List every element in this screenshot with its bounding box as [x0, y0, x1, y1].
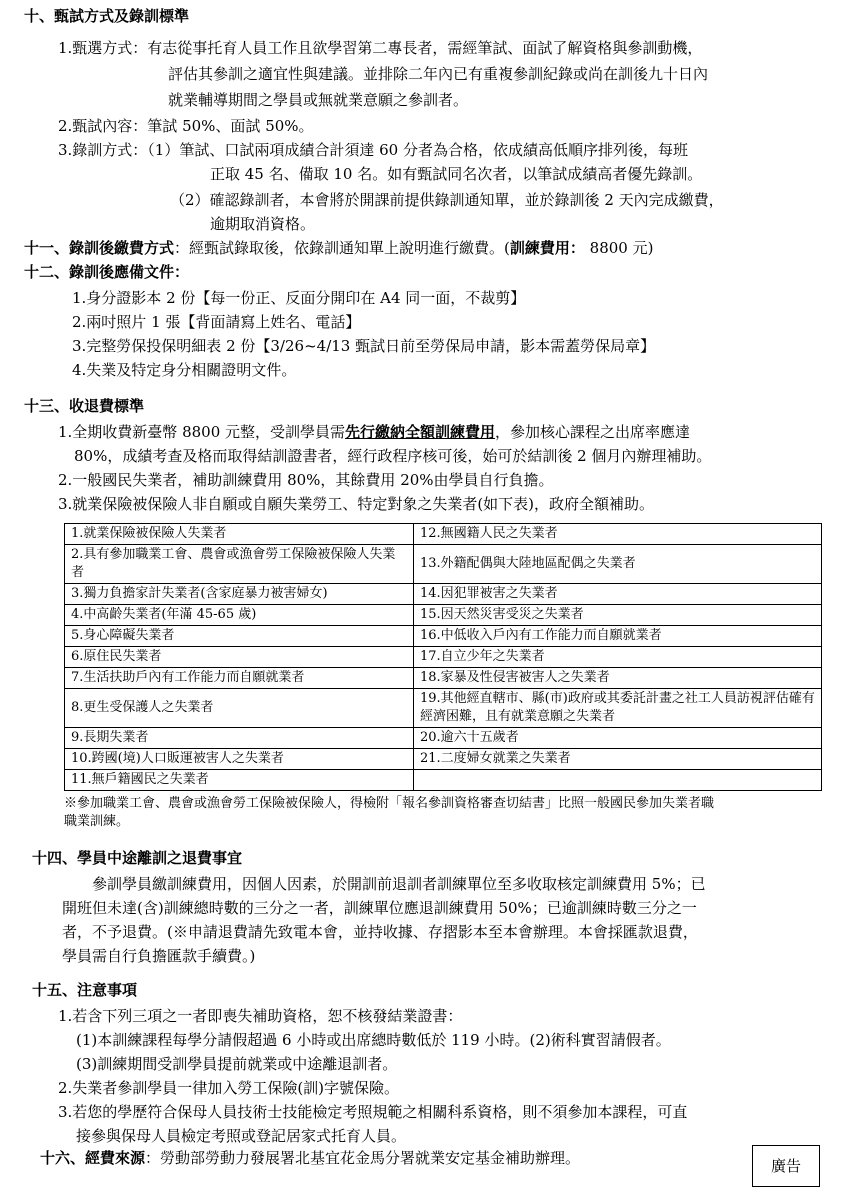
section-11-fee-label: 訓練費用： [509, 239, 585, 257]
section-12-item-3: 3.完整勞保投保明細表 2 份【3/26~4/13 甄試日前至勞保局申請，影本需蓋勞保局章】 [72, 337, 656, 355]
section-15-item-3-cont: 接參與保母人員檢定考照或登記居家式托育人員。 [76, 1127, 407, 1145]
table-cell: 15.因天然災害受災之失業者 [414, 605, 822, 626]
section-12-title: 十二、錄訓後應備文件： [24, 263, 190, 281]
section-16-text: ：勞動部勞動力發展署北基宜花金馬分署就業安定基金補助辦理。 [145, 1149, 581, 1167]
section-15-item-1-a: (1)本訓練課程每學分請假超過 6 小時或出席總時數低於 119 小時。(2)術科實習請假者。 [76, 1031, 671, 1049]
table-cell: 17.自立少年之失業者 [414, 647, 822, 668]
section-11-title: 十一、錄訓後繳費方式 [24, 239, 175, 257]
section-10-item-3-sub2-cont: 逾期取消資格。 [210, 215, 316, 233]
table-cell: 21.二度婦女就業之失業者 [414, 749, 822, 770]
table-row [65, 668, 822, 689]
table-note: ※參加職業工會、農會或漁會勞工保險被保險人，得檢附「報名參訓資格審查切結書」比照一般國民參加失業者職 [64, 796, 715, 811]
section-13-item-1-pre: 1.全期收費新臺幣 8800 元整，受訓學員需 [58, 423, 346, 441]
section-15-item-1: 1.若含下列三項之一者即喪失補助資格，恕不核發結業證書： [58, 1007, 463, 1025]
section-16 [40, 1146, 580, 1170]
section-14-para-4: 學員需自行負擔匯款手續費。) [62, 947, 256, 965]
section-15-item-2: 2.失業者參訓學員一律加入勞工保險(訓)字號保險。 [58, 1079, 400, 1097]
table-cell: 10.跨國(境)人口販運被害人之失業者 [65, 749, 414, 770]
table-row [65, 626, 822, 647]
section-15-item-3: 3.若您的學歷符合保母人員技術士技能檢定考照規範之相關科系資格，則不須參加本課程，可直 [58, 1103, 688, 1121]
section-10-item-1: 1.甄選方式：有志從事托育人員工作且欲學習第二專長者，需經筆試、面試了解資格與參訓動機， [58, 39, 703, 57]
table-cell: 19.其他經直轄市、縣(市)政府或其委託計畫之社工人員訪視評估確有經濟困難，且有就業意願之失業者 [414, 689, 822, 728]
section-12-item-4: 4.失業及特定身分相關證明文件。 [72, 361, 297, 379]
table-row [65, 605, 822, 626]
section-10-item-3: 3.錄訓方式：（1）筆試、口試兩項成績合計須達 60 分者為合格，依成績高低順序排列後，每班 [58, 141, 688, 159]
table-row [65, 770, 822, 791]
table-row [65, 584, 822, 605]
section-10-item-2: 2.甄試內容：筆試 50%、面試 50%。 [58, 117, 314, 135]
table-cell: 1.就業保險被保險人失業者 [65, 524, 414, 545]
table-cell: 6.原住民失業者 [65, 647, 414, 668]
table-cell: 8.更生受保護人之失業者 [65, 689, 414, 728]
table-row [65, 545, 822, 584]
section-15-title: 十五、注意事項 [32, 981, 138, 999]
table-cell: 7.生活扶助戶內有工作能力而自願就業者 [65, 668, 414, 689]
section-14-title: 十四、學員中途離訓之退費事宜 [32, 849, 243, 867]
table-cell: 13.外籍配偶與大陸地區配偶之失業者 [414, 545, 822, 584]
section-10-item-3-cont: 正取 45 名、備取 10 名。如有甄試同名次者，以筆試成績高者優先錄訓。 [210, 165, 703, 183]
section-11 [24, 236, 653, 260]
section-10-item-1-cont2: 就業輔導期間之學員或無就業意願之參訓者。 [168, 91, 469, 109]
table-note-cont: 職業訓練。 [64, 814, 130, 829]
section-13-item-1-cont: 80%，成績考查及格而取得結訓證書者，經行政程序核可後，始可於結訓後 2 個月內辦理補助。 [74, 447, 712, 465]
table-row [65, 749, 822, 770]
section-12-item-2: 2.兩吋照片 1 張【背面請寫上姓名、電話】 [72, 313, 361, 331]
table-cell: 5.身心障礙失業者 [65, 626, 414, 647]
section-11-fee-amount: 8800 元) [584, 239, 654, 257]
section-14-para-3: 者，不予退費。(※申請退費請先致電本會，並持收據、存摺影本至本會辦理。本會採匯款退費， [62, 923, 698, 941]
table-row [65, 524, 822, 545]
table-cell: 20.逾六十五歲者 [414, 728, 822, 749]
section-13-item-3: 3.就業保險被保險人非自願或自願失業勞工、特定對象之失業者(如下表)，政府全額補助。 [58, 495, 655, 513]
table-cell: 16.中低收入戶內有工作能力而自願就業者 [414, 626, 822, 647]
section-13-title: 十三、收退費標準 [24, 397, 145, 415]
advertisement-label: 廣告 [752, 1145, 820, 1187]
table-cell: 14.因犯罪被害之失業者 [414, 584, 822, 605]
table-cell: 9.長期失業者 [65, 728, 414, 749]
table-cell: 2.具有參加職業工會、農會或漁會勞工保險被保險人失業者 [65, 545, 414, 584]
table-cell: 18.家暴及性侵害被害人之失業者 [414, 668, 822, 689]
section-10-item-1-cont: 評估其參訓之適宜性與建議。並排除二年內已有重複參訓紀錄或尚在訓後九十日內 [168, 65, 709, 83]
table-cell: 4.中高齡失業者(年滿 45-65 歲) [65, 605, 414, 626]
table-cell: 3.獨力負擔家計失業者(含家庭暴力被害婦女) [65, 584, 414, 605]
subsidy-eligibility-table [64, 523, 822, 791]
section-13-item-1 [58, 420, 690, 444]
table-row [65, 647, 822, 668]
section-10-item-3-sub2: （2）確認錄訓者，本會將於開課前提供錄訓通知單，並於錄訓後 2 天內完成繳費， [170, 191, 724, 209]
section-11-text: ：經甄試錄取後，依錄訓通知單上說明進行繳費。( [174, 239, 510, 257]
section-13-item-1-post: ，參加核心課程之出席率應達 [495, 423, 691, 441]
section-14-para-1: 參訓學員繳訓練費用，因個人因素，於開訓前退訓者訓練單位至多收取核定訓練費用 5%；已 [92, 875, 706, 893]
section-15-item-1-b: (3)訓練期間受訓學員提前就業或中途離退訓者。 [76, 1055, 398, 1073]
table-row [65, 689, 822, 728]
table-cell: 12.無國籍人民之失業者 [414, 524, 822, 545]
section-13-item-1-underlined: 先行繳納全額訓練費用 [345, 423, 496, 441]
section-13-item-2: 2.一般國民失業者，補助訓練費用 80%，其餘費用 20%由學員自行負擔。 [58, 471, 554, 489]
table-row [65, 728, 822, 749]
section-12-item-1: 1.身分證影本 2 份【每一份正、反面分開印在 A4 同一面，不裁剪】 [72, 289, 526, 307]
table-cell: 11.無戶籍國民之失業者 [65, 770, 414, 791]
section-14-para-2: 開班但未達(含)訓練總時數的三分之一者，訓練單位應退訓練費用 50%；已逾訓練時數三分之一 [62, 899, 697, 917]
section-16-title: 十六、經費來源 [40, 1149, 146, 1167]
section-10-title: 十、甄試方式及錄訓標準 [24, 7, 190, 25]
table-cell [414, 770, 822, 791]
